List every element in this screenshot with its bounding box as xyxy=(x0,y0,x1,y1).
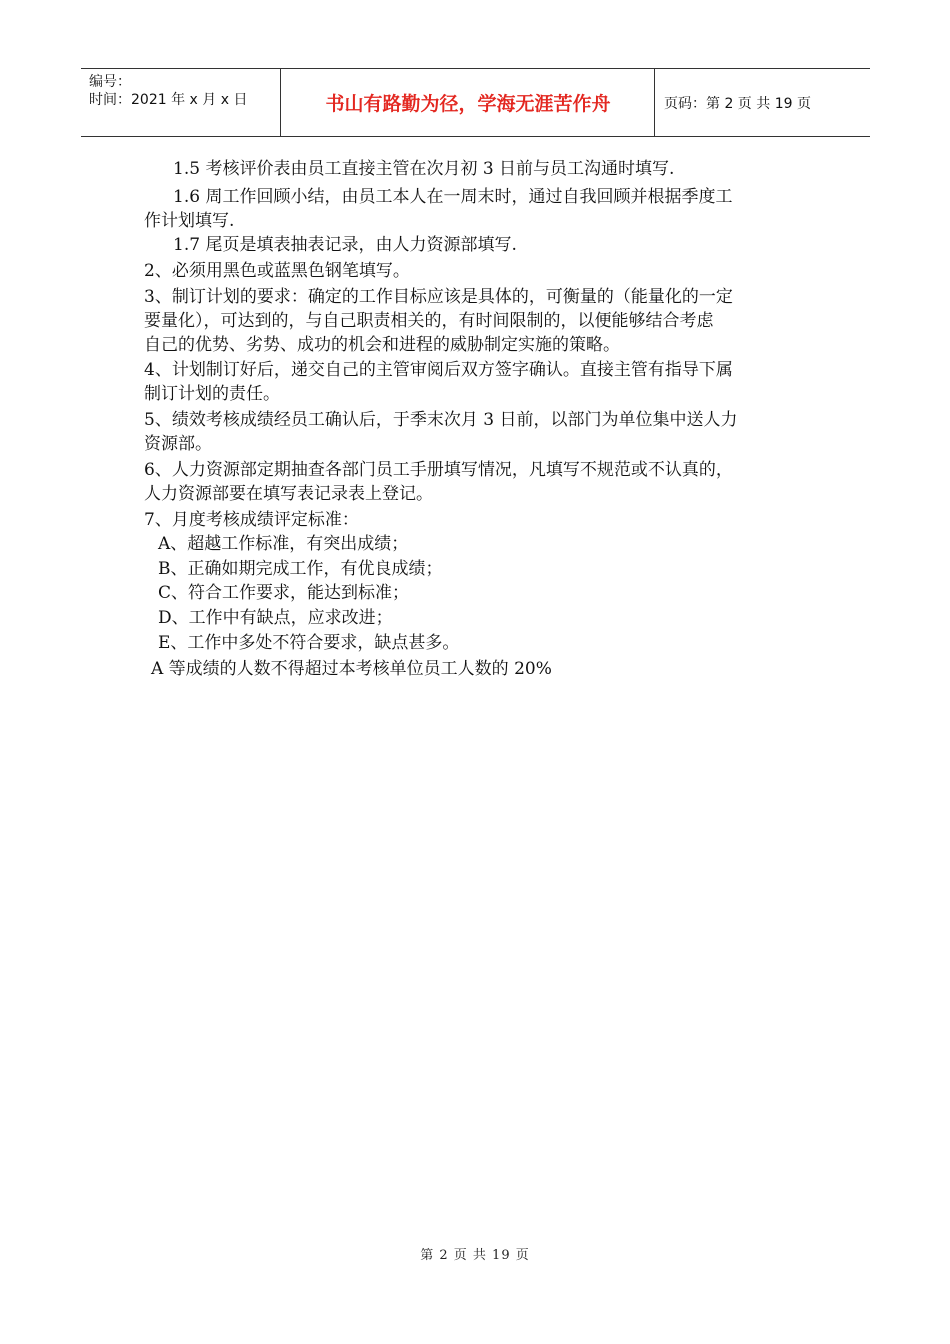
motto-text: 书山有路勤为径，学海无涯苦作舟 xyxy=(325,93,611,115)
body-line: 作计划填写. xyxy=(144,211,235,231)
header-page-cell xyxy=(655,69,870,136)
body-line: 资源部。 xyxy=(144,434,212,454)
header-motto-cell xyxy=(281,69,655,136)
body-line: 7、月度考核成绩评定标准： xyxy=(144,510,359,530)
body-line: 5、绩效考核成绩经员工确认后，于季末次月 3 日前，以部门为单位集中送人力 xyxy=(144,410,738,430)
page-info-text: 页码：第 2 页 共 19 页 xyxy=(664,96,811,112)
body-line: D、工作中有缺点，应求改进； xyxy=(158,608,393,628)
body-line: 1.6 周工作回顾小结，由员工本人在一周末时，通过自我回顾并根据季度工 xyxy=(173,187,733,207)
body-line: 6、人力资源部定期抽查各部门员工手册填写情况，凡填写不规范或不认真的， xyxy=(144,460,733,480)
body-line: B、正确如期完成工作，有优良成绩； xyxy=(158,559,443,579)
body-line: 1.5 考核评价表由员工直接主管在次月初 3 日前与员工沟通时填写. xyxy=(173,159,675,179)
header-table xyxy=(81,68,870,137)
body-line: E、工作中多处不符合要求，缺点甚多。 xyxy=(158,633,460,653)
body-line: A、超越工作标准，有突出成绩； xyxy=(158,534,409,554)
page-footer: 第 2 页 共 19 页 xyxy=(420,1248,530,1263)
body-line: 3、制订计划的要求：确定的工作目标应该是具体的，可衡量的（能量化的一定 xyxy=(144,287,733,307)
document-number-label: 编号： xyxy=(89,74,131,90)
document-time-label: 时间：2021 年 x 月 x 日 xyxy=(89,92,248,108)
body-line: 人力资源部要在填写表记录表上登记。 xyxy=(144,484,433,504)
body-line: C、符合工作要求，能达到标准； xyxy=(158,583,410,603)
body-line: A 等成绩的人数不得超过本考核单位员工人数的 20% xyxy=(151,659,552,679)
body-line: 1.7 尾页是填表抽表记录，由人力资源部填写. xyxy=(173,235,517,255)
body-line: 4、计划制订好后，递交自己的主管审阅后双方签字确认。直接主管有指导下属 xyxy=(144,360,733,380)
body-line: 要量化），可达到的，与自己职责相关的，有时间限制的，以便能够结合考虑 xyxy=(144,311,714,331)
body-line: 制订计划的责任。 xyxy=(144,384,280,404)
body-line: 2、必须用黑色或蓝黑色钢笔填写。 xyxy=(144,261,410,281)
header-meta-cell xyxy=(81,69,281,136)
body-line: 自己的优势、劣势、成功的机会和进程的威胁制定实施的策略。 xyxy=(144,335,620,355)
